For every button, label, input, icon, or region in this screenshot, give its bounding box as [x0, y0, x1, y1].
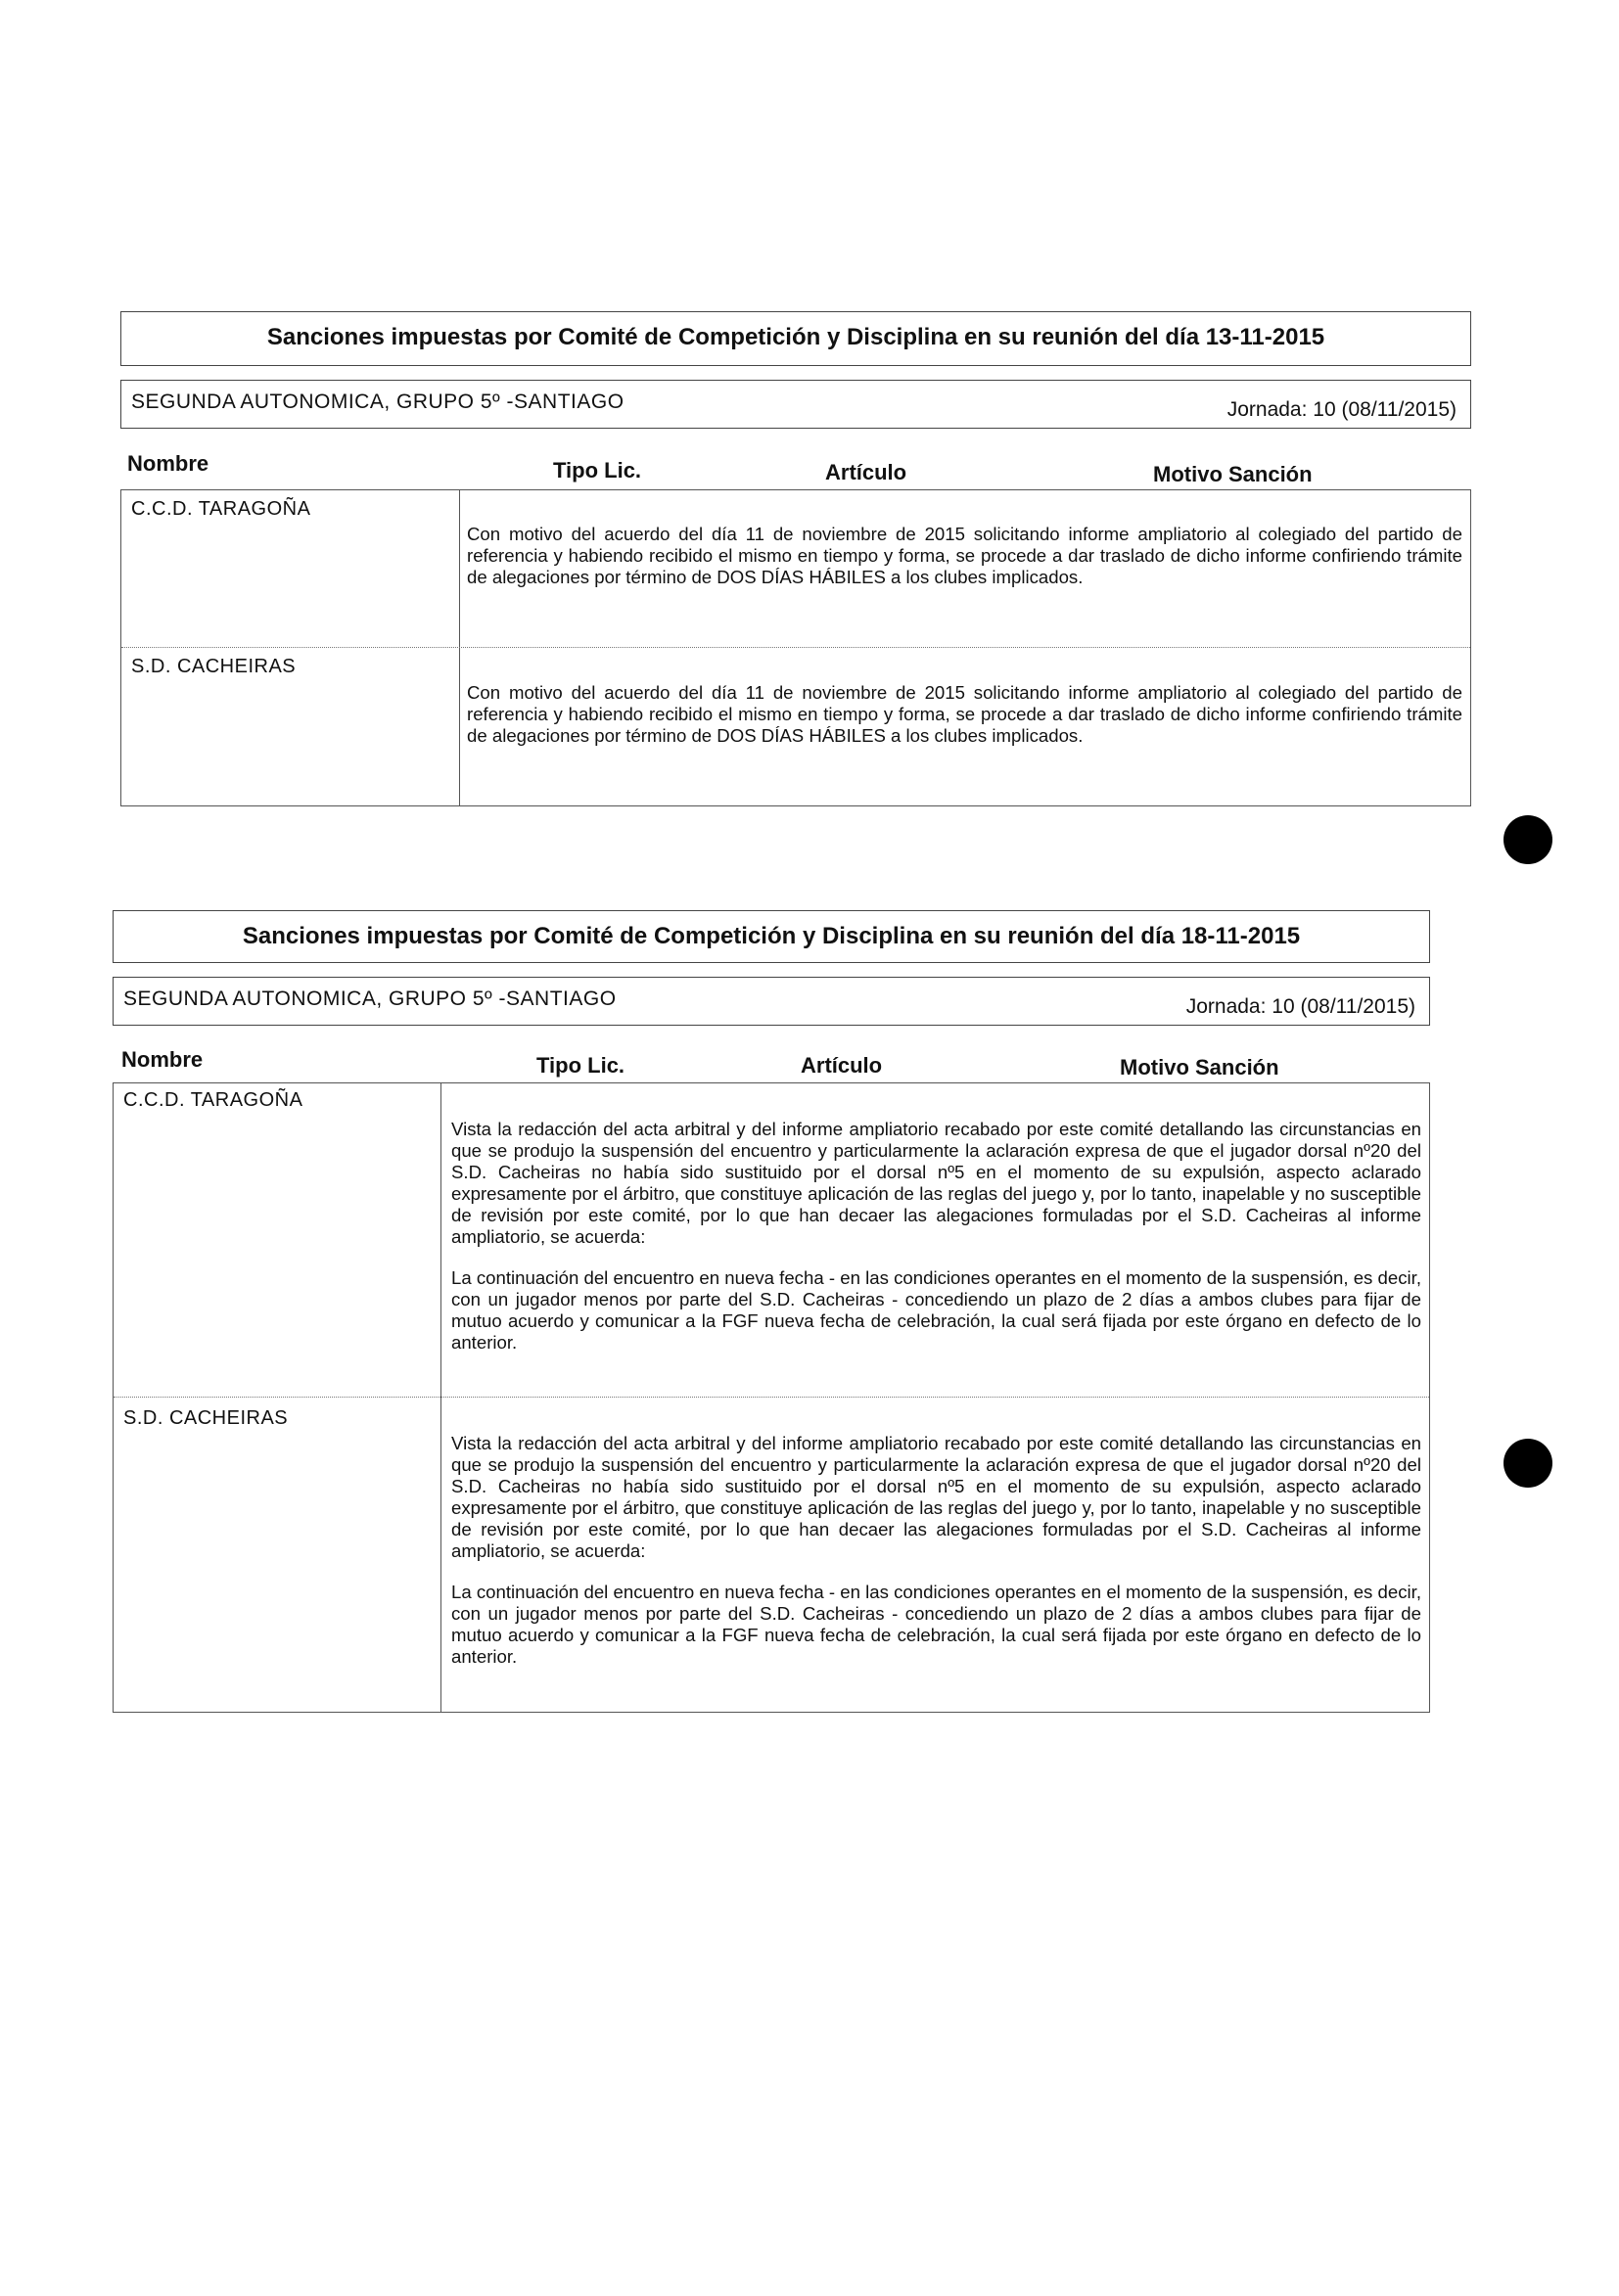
- section-2-table: [113, 1082, 1430, 1713]
- motivo-paragraph: Vista la redacción del acta arbitral y del informe ampliatorio recabado por este comité detallando las circunstancias en que se produjo la suspensión del encuentro y particularmente la aclaración expresa de que el jugador dorsal nº20 del S.D. Cacheiras no había sido sustituido por el dorsal nº5 en el momento de su expulsión, aspecto aclarado expresamente por el árbitro, que constituye aplicación de las reglas del juego y, por lo tanto, inapelable y no susceptible de revisión por este comité, por lo que han decaer las alegaciones formuladas por el S.D. Cacheiras al informe ampliatorio, se acuerda:: [451, 1119, 1421, 1247]
- section-1-table: [120, 489, 1471, 806]
- section-2-jornada: Jornada: 10 (08/11/2015): [1185, 995, 1415, 1018]
- row-motivo-text: [467, 524, 1462, 588]
- section-2-competition: SEGUNDA AUTONOMICA, GRUPO 5º -SANTIAGO: [123, 987, 617, 1010]
- section-2-header-nombre: Nombre: [121, 1047, 204, 1072]
- table-row: [121, 648, 1470, 804]
- motivo-paragraph: La continuación del encuentro en nueva fecha - en las condiciones operantes en el momento de la suspensión, es decir, con un jugador menos por parte del S.D. Cacheiras - concediendo un plazo de 2 días a ambos clubes para fijar de mutuo acuerdo y comunicar a la FGF nueva fecha de celebración, la cual será fijada por este órgano en defecto de lo anterior.: [451, 1582, 1421, 1667]
- section-1-header-tipo-lic: Tipo Lic.: [553, 458, 642, 482]
- motivo-paragraph: Con motivo del acuerdo del día 11 de noviembre de 2015 solicitando informe ampliatorio al colegiado del partido de referencia y habiendo recibido el mismo en tiempo y forma, se procede a dar traslado de dicho informe confiriendo trámite de alegaciones por término de DOS DÍAS HÁBILES a los clubes implicados.: [467, 682, 1462, 746]
- section-1-title-box: [120, 311, 1471, 366]
- row-motivo-text: [451, 1119, 1421, 1354]
- section-2-header-articulo: Artículo: [801, 1053, 883, 1078]
- table-row: [121, 490, 1470, 648]
- section-1-header-motivo: Motivo Sanción: [1153, 462, 1313, 486]
- section-2-header-motivo: Motivo Sanción: [1120, 1055, 1279, 1079]
- row-club-name: C.C.D. TARAGOÑA: [131, 498, 311, 520]
- table-row: [114, 1083, 1429, 1398]
- row-motivo-text: [451, 1433, 1421, 1668]
- motivo-paragraph: Con motivo del acuerdo del día 11 de noviembre de 2015 solicitando informe ampliatorio al colegiado del partido de referencia y habiendo recibido el mismo en tiempo y forma, se procede a dar traslado de dicho informe confiriendo trámite de alegaciones por término de DOS DÍAS HÁBILES a los clubes implicados.: [467, 524, 1462, 587]
- section-1-competition: SEGUNDA AUTONOMICA, GRUPO 5º -SANTIAGO: [131, 390, 624, 413]
- row-club-name: S.D. CACHEIRAS: [123, 1407, 289, 1429]
- row-motivo-text: [467, 682, 1462, 747]
- table-row: [114, 1398, 1429, 1711]
- section-1-header-articulo: Artículo: [825, 460, 907, 484]
- section-1-header-nombre: Nombre: [127, 451, 209, 476]
- punch-hole-mark: [1503, 815, 1552, 864]
- section-2-competition-box: [113, 977, 1430, 1026]
- section-1-competition-box: [120, 380, 1471, 429]
- row-club-name: S.D. CACHEIRAS: [131, 656, 297, 677]
- section-2-header-tipo-lic: Tipo Lic.: [536, 1053, 625, 1078]
- section-1-jornada: Jornada: 10 (08/11/2015): [1226, 398, 1457, 421]
- punch-hole-mark: [1503, 1439, 1552, 1488]
- motivo-paragraph: La continuación del encuentro en nueva fecha - en las condiciones operantes en el momento de la suspensión, es decir, con un jugador menos por parte del S.D. Cacheiras - concediendo un plazo de 2 días a ambos clubes para fijar de mutuo acuerdo y comunicar a la FGF nueva fecha de celebración, la cual será fijada por este órgano en defecto de lo anterior.: [451, 1267, 1421, 1353]
- row-club-name: C.C.D. TARAGOÑA: [123, 1089, 303, 1111]
- motivo-paragraph: Vista la redacción del acta arbitral y del informe ampliatorio recabado por este comité detallando las circunstancias en que se produjo la suspensión del encuentro y particularmente la aclaración expresa de que el jugador dorsal nº20 del S.D. Cacheiras no había sido sustituido por el dorsal nº5 en el momento de su expulsión, aspecto aclarado expresamente por el árbitro, que constituye aplicación de las reglas del juego y, por lo tanto, inapelable y no susceptible de revisión por este comité, por lo que han decaer las alegaciones formuladas por el S.D. Cacheiras al informe ampliatorio, se acuerda:: [451, 1433, 1421, 1561]
- section-2-title: Sanciones impuestas por Comité de Competición y Disciplina en su reunión del día 18-11-2015: [242, 923, 1301, 949]
- section-2-title-box: [113, 910, 1430, 963]
- section-1-title: Sanciones impuestas por Comité de Competición y Disciplina en su reunión del día 13-11-2015: [266, 324, 1325, 350]
